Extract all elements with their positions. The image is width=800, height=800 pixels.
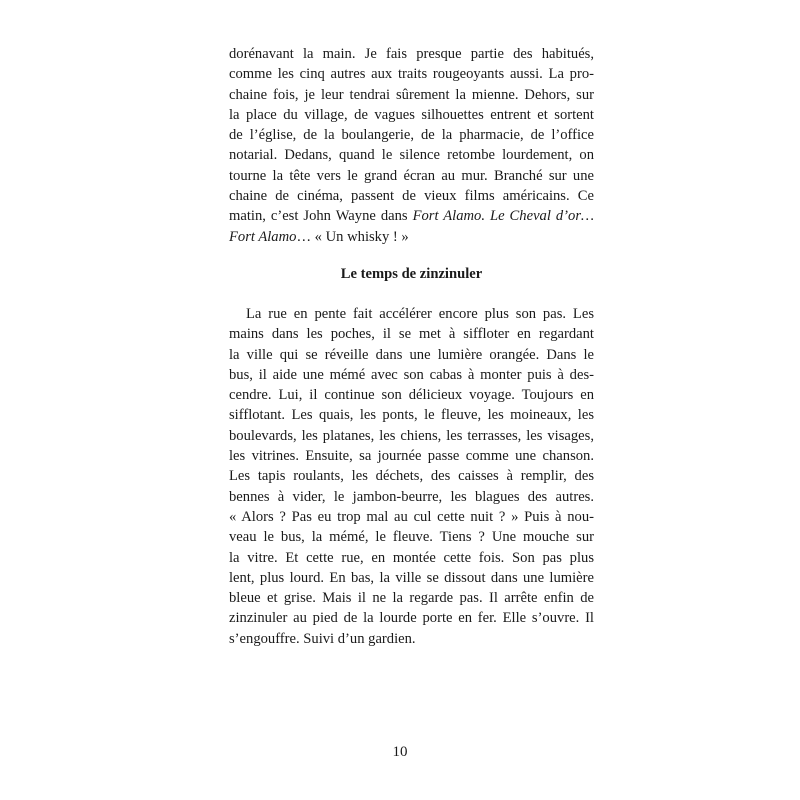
paragraph-line: dorénavant la main. Je fais presque partie des habitués, — [229, 46, 594, 62]
paragraph-line — [229, 227, 594, 247]
paragraph-line: la vitre. Et cette rue, en montée cette fois. Son pas plus — [229, 549, 594, 566]
paragraph-line: les vitrines. Ensuite, sa journée passe comme une chanson. — [229, 448, 594, 465]
paragraph-line: boulevards, les platanes, les chiens, les terrasses, les visages, — [229, 427, 594, 444]
paragraph-line: s’engouffre. Suivi d’un gardien. — [229, 630, 416, 647]
paragraph-line: bennes à vider, le jambon-beurre, les blagues des autres. — [229, 488, 594, 505]
section-paragraph — [229, 304, 594, 649]
paragraph-line: mains dans les poches, il se met à siffloter en regardant — [229, 326, 594, 343]
paragraph-line: lent, plus lourd. En bas, la ville se dissout dans une lumière — [229, 569, 594, 586]
paragraph-line: bleue et grise. Mais il ne la regarde pas. Il arrête enfin de — [229, 590, 594, 607]
paragraph-line: sifflotant. Les quais, les ponts, le fleuve, les moineaux, les — [229, 407, 594, 424]
paragraph-line: comme les cinq autres aux traits rougeoyants aussi. La pro- — [229, 66, 594, 83]
paragraph-line: La rue en pente fait accélérer encore plus son pas. Les — [246, 306, 594, 322]
paragraph-line: tourne la tête vers le grand écran au mur. Branché sur une — [229, 167, 594, 184]
opening-paragraph — [229, 44, 594, 247]
section-heading: Le temps de zinzinuler — [340, 266, 483, 282]
paragraph-line: notarial. Dedans, quand le silence retombe lourdement, on — [229, 147, 594, 164]
paragraph-line: chaine de cinéma, passent de vieux films américains. Ce — [229, 188, 594, 205]
paragraph-line: Les tapis roulants, les déchets, des caisses à remplir, des — [229, 468, 594, 485]
paragraph-line: zinzinuler au pied de la lourde porte en fer. Elle s’ouvre. Il — [229, 610, 594, 627]
paragraph-line: « Alors ? Pas eu trop mal au cul cette nuit ? » Puis à nou- — [229, 508, 594, 525]
paragraph-line: cendre. Lui, il continue son délicieux voyage. Toujours en — [229, 387, 594, 404]
paragraph-line: bus, il aide une mémé avec son cabas à monter puis à des- — [229, 366, 594, 383]
paragraph-line — [229, 206, 594, 226]
paragraph-line: la place du village, de vagues silhouettes entrent et sortent — [229, 106, 594, 123]
paragraph-line: chaine fois, je leur tendrai sûrement la mienne. Dehors, sur — [229, 86, 594, 103]
page-number: 10 — [392, 744, 408, 760]
line-text: matin, c’est John Wayne dans — [229, 208, 413, 225]
film-title: Fort Alamo — [229, 228, 297, 245]
paragraph-line: la ville qui se réveille dans une lumière orangée. Dans le — [229, 346, 594, 363]
film-title: Fort Alamo. Le Cheval d’or… — [412, 208, 594, 225]
line-text: … « Un whisky ! » — [296, 228, 409, 245]
paragraph-line: veau le bus, la mémé, le fleuve. Tiens ? Une mouche sur — [229, 529, 594, 546]
paragraph-line: de l’église, de la boulangerie, de la pharmacie, de l’office — [229, 127, 594, 144]
